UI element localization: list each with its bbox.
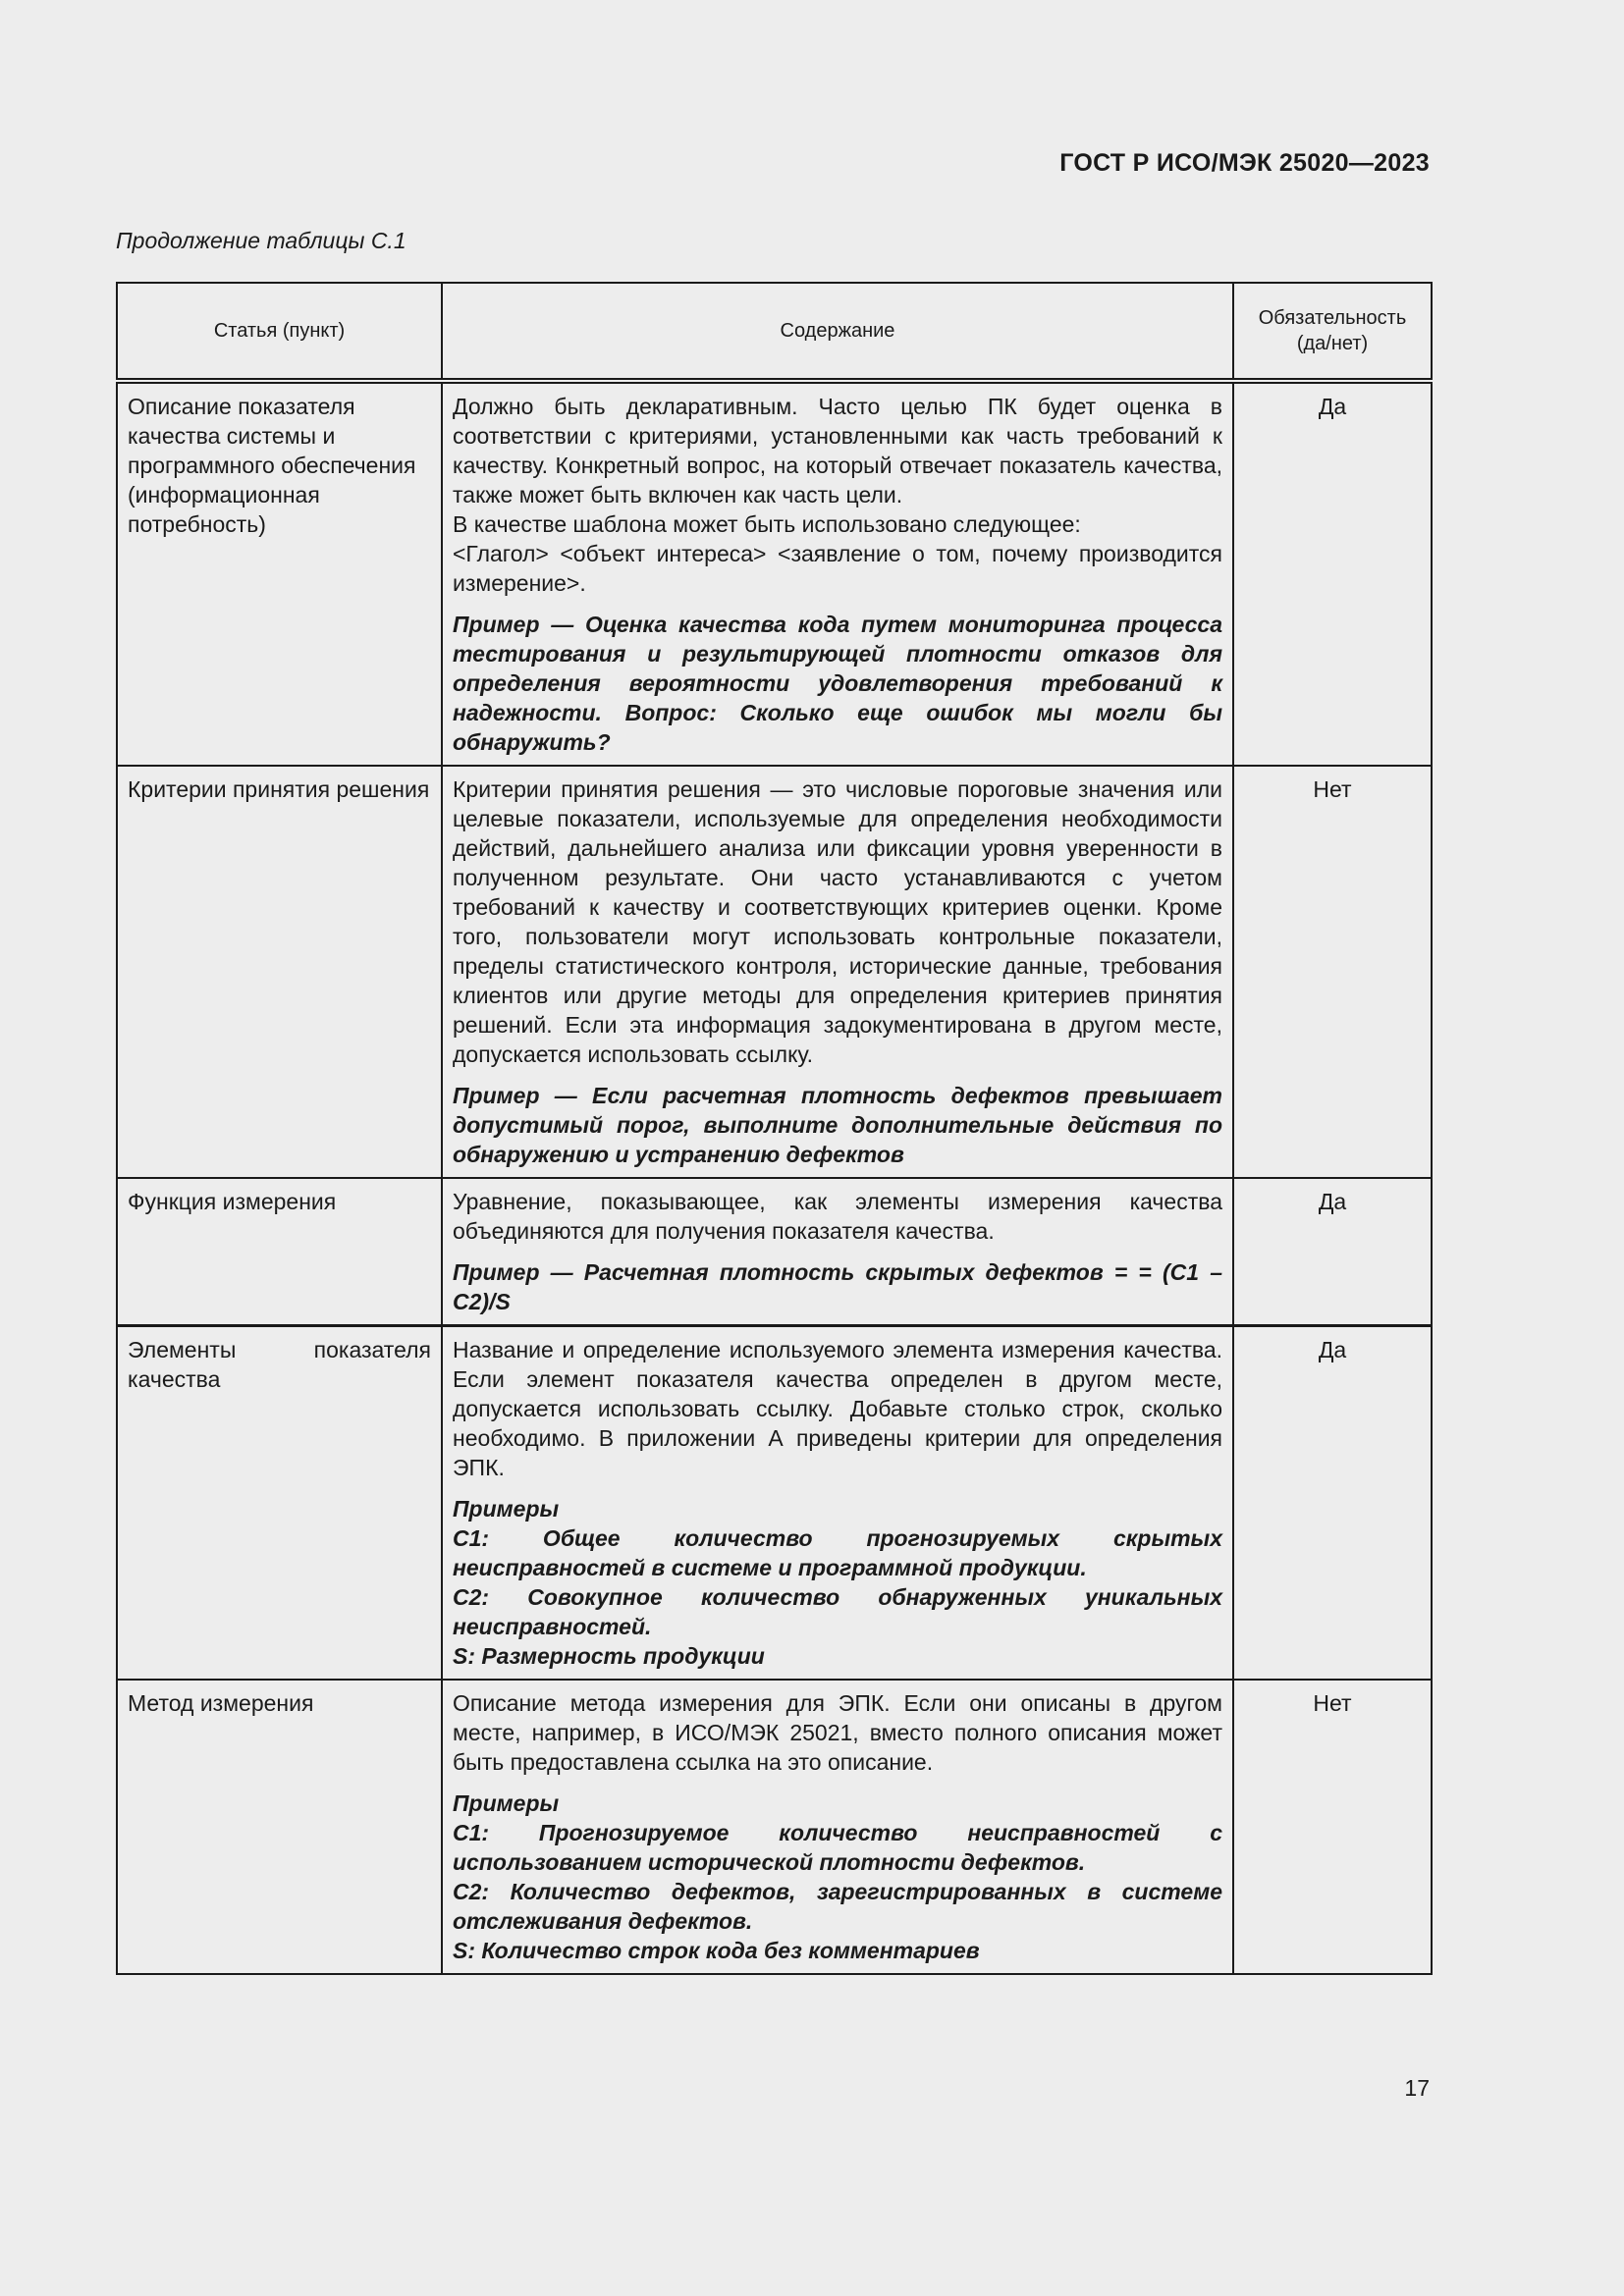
example-block	[453, 1494, 1222, 1671]
content-paragraph: В качестве шаблона может быть использовано следующее:	[453, 511, 1081, 537]
example-block	[453, 1257, 1222, 1316]
table-row	[117, 1326, 1432, 1681]
example-line: S: Количество строк кода без комментариев	[453, 1938, 980, 1963]
example-block	[453, 1081, 1222, 1169]
content-paragraph: Уравнение, показывающее, как элементы измерения качества объединяются для получения показателя качества.	[453, 1189, 1222, 1244]
article-cell: Критерии принятия решения	[117, 766, 442, 1178]
example-line: Пример — Если расчетная плотность дефектов превышает допустимый порог, выполните дополнительные действия по обнаружению и устранению дефектов	[453, 1083, 1222, 1167]
content-paragraph: <Глагол> <объект интереса> <заявление о том, почему производится измерение>.	[453, 541, 1222, 596]
content-paragraph: Описание метода измерения для ЭПК. Если они описаны в другом месте, например, в ИСО/МЭК 25021, вместо полного описания может быть предоставлена ссылка на это описание.	[453, 1690, 1222, 1775]
required-cell: Да	[1233, 381, 1432, 766]
content-paragraph: Должно быть декларативным. Часто целью ПК будет оценка в соответствии с критериями, установленными как часть требований к качеству. Конкретный вопрос, на который отвечает показатель качества, также может быть включен как часть цели.	[453, 394, 1222, 507]
article-cell: Функция измерения	[117, 1178, 442, 1326]
table-header-row	[117, 283, 1432, 381]
example-line: Пример — Оценка качества кода путем мониторинга процесса тестирования и результирующей плотности отказов для определения вероятности удовлетворения требований к надежности. Вопрос: Сколько еще ошибок мы могли бы обнаружить?	[453, 612, 1222, 755]
article-cell: Описание показателя качества системы и программного обеспечения (информационная потребность)	[117, 381, 442, 766]
article-cell: Элементы показателя качества	[117, 1326, 442, 1681]
required-cell: Нет	[1233, 766, 1432, 1178]
table-row	[117, 1680, 1432, 1974]
required-cell: Да	[1233, 1326, 1432, 1681]
content-cell	[442, 1680, 1233, 1974]
column-header-article: Статья (пункт)	[117, 283, 442, 381]
table-row	[117, 381, 1432, 766]
requirements-table	[116, 282, 1433, 1975]
content-paragraph: Критерии принятия решения — это числовые пороговые значения или целевые показатели, используемые для определения необходимости действий, дальнейшего анализа или фиксации уровня уверенности в полученном результате. Они часто устанавливаются с учетом требований к качеству и соответствующих критериев оценки. Кроме того, пользователи могут использовать контрольные показатели, пределы статистического контроля, исторические данные, требования клиентов или другие методы для определения критериев принятия решений. Если эта информация задокументирована в другом месте, допускается использовать ссылку.	[453, 776, 1222, 1067]
required-cell: Да	[1233, 1178, 1432, 1326]
table-row	[117, 766, 1432, 1178]
required-cell: Нет	[1233, 1680, 1432, 1974]
example-line: С1: Прогнозируемое количество неисправностей с использованием исторической плотности дефектов.	[453, 1820, 1222, 1875]
page-number: 17	[1404, 2075, 1430, 2101]
example-line: S: Размерность продукции	[453, 1643, 765, 1669]
example-heading: Примеры	[453, 1496, 560, 1522]
content-cell	[442, 1326, 1233, 1681]
content-cell	[442, 766, 1233, 1178]
content-cell	[442, 381, 1233, 766]
example-line: С2: Совокупное количество обнаруженных уникальных неисправностей.	[453, 1584, 1222, 1639]
example-heading: Примеры	[453, 1790, 560, 1816]
column-header-content: Содержание	[442, 283, 1233, 381]
table-row	[117, 1178, 1432, 1326]
content-paragraph: Название и определение используемого элемента измерения качества. Если элемент показателя качества определен в другом месте, допускается использовать ссылку. Добавьте столько строк, сколько необходимо. В приложении А приведены критерии для определения ЭПК.	[453, 1337, 1222, 1480]
table-caption: Продолжение таблицы С.1	[116, 228, 406, 253]
example-line: Пример — Расчетная плотность скрытых дефектов = = (С1 – С2)/S	[453, 1259, 1222, 1314]
column-header-required: Обязательность (да/нет)	[1233, 283, 1432, 381]
article-cell: Метод измерения	[117, 1680, 442, 1974]
example-line: С1: Общее количество прогнозируемых скрытых неисправностей в системе и программной продукции.	[453, 1525, 1222, 1580]
example-block	[453, 1789, 1222, 1965]
document-title: ГОСТ Р ИСО/МЭК 25020—2023	[1059, 149, 1430, 177]
example-line: С2: Количество дефектов, зарегистрированных в системе отслеживания дефектов.	[453, 1879, 1222, 1934]
example-block	[453, 610, 1222, 757]
content-cell	[442, 1178, 1233, 1326]
